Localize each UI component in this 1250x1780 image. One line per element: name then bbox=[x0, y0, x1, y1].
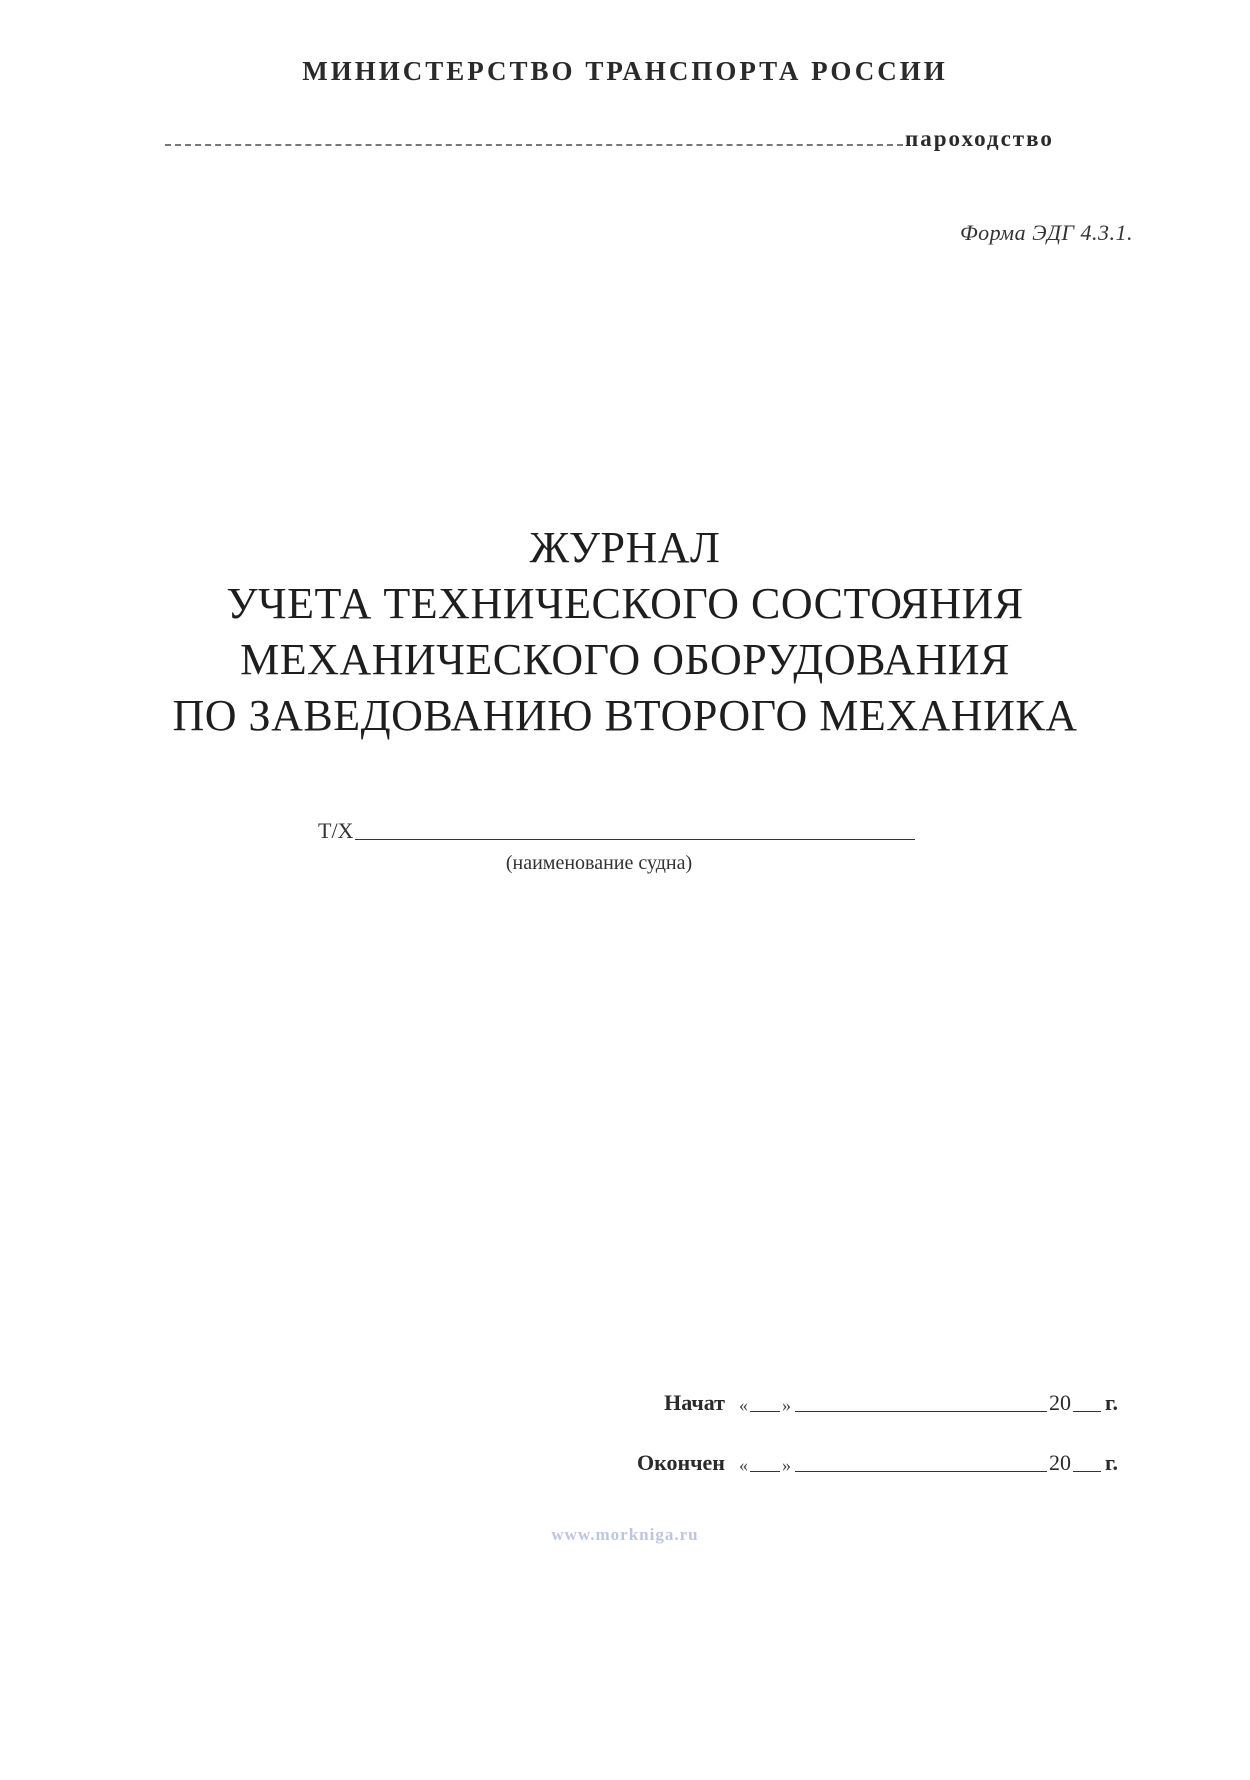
ended-date-row bbox=[637, 1450, 1118, 1476]
close-quote: » bbox=[781, 1455, 791, 1475]
year-blank bbox=[1073, 1411, 1101, 1412]
shipping-company-line bbox=[165, 122, 1054, 152]
started-label: Начат bbox=[664, 1390, 725, 1415]
watermark: www.morkniga.ru bbox=[551, 1525, 699, 1544]
title-line: УЧЕТА ТЕХНИЧЕСКОГО СОСТОЯНИЯ bbox=[226, 579, 1024, 628]
vessel-prefix: Т/Х bbox=[318, 818, 354, 843]
vessel-name-row bbox=[318, 818, 915, 844]
started-date-row bbox=[664, 1390, 1118, 1416]
year-prefix: 20 bbox=[1048, 1390, 1071, 1415]
title-line: ПО ЗАВЕДОВАНИЮ ВТОРОГО МЕХАНИКА bbox=[172, 691, 1078, 740]
year-suffix: г. bbox=[1104, 1390, 1118, 1415]
vessel-name-blank bbox=[355, 839, 915, 840]
year-prefix: 20 bbox=[1048, 1450, 1071, 1475]
open-quote: « bbox=[738, 1395, 748, 1415]
vessel-name-caption: (наименование судна) bbox=[505, 852, 693, 874]
shipping-company-blank bbox=[165, 144, 903, 146]
form-code: Форма ЭДГ 4.3.1. bbox=[959, 220, 1133, 245]
ended-label: Окончен bbox=[636, 1450, 725, 1475]
day-blank bbox=[750, 1411, 780, 1412]
year-blank bbox=[1073, 1471, 1101, 1472]
title-line: МЕХАНИЧЕСКОГО ОБОРУДОВАНИЯ bbox=[240, 635, 1010, 684]
year-suffix: г. bbox=[1104, 1450, 1118, 1475]
ministry-heading: МИНИСТЕРСТВО ТРАНСПОРТА РОССИИ bbox=[302, 56, 948, 86]
shipping-company-label: пароходство bbox=[905, 126, 1054, 151]
title-line: ЖУРНАЛ bbox=[529, 523, 721, 572]
journal-title bbox=[0, 520, 1250, 744]
close-quote: » bbox=[781, 1395, 791, 1415]
month-blank bbox=[795, 1471, 1047, 1472]
open-quote: « bbox=[738, 1455, 748, 1475]
month-blank bbox=[795, 1411, 1047, 1412]
day-blank bbox=[750, 1471, 780, 1472]
